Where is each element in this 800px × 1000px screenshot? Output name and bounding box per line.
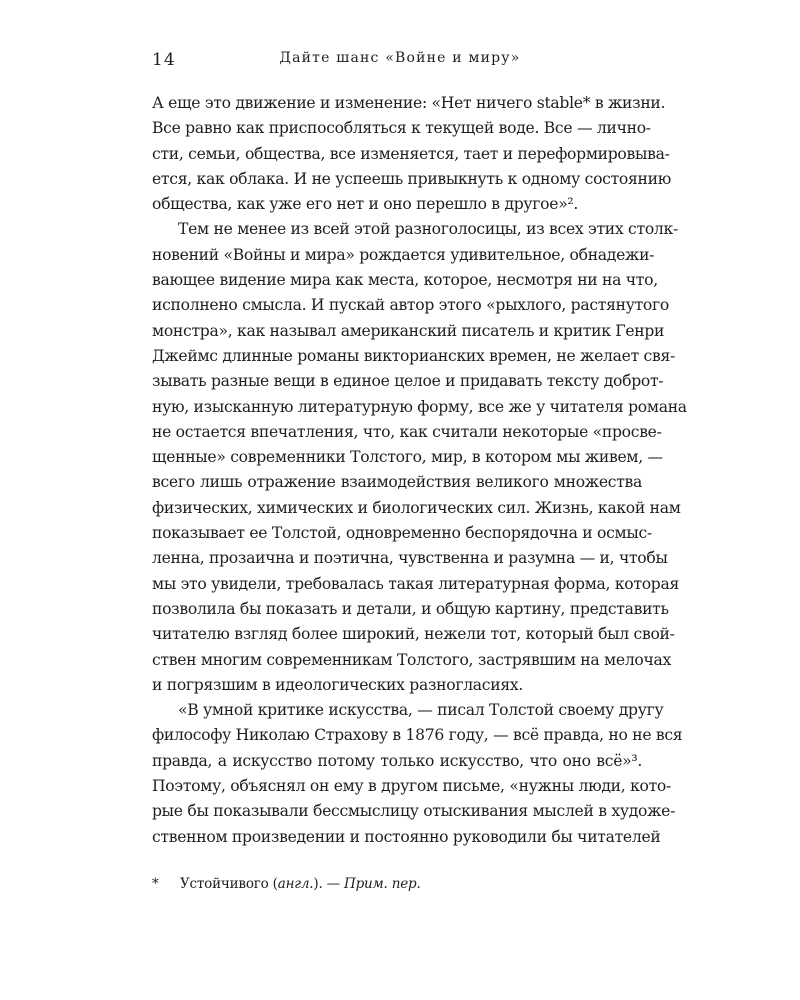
text-line: ленна, прозаична и поэтична, чувственна и разумна — и, чтобы [152, 549, 668, 568]
running-title: Дайте шанс «Войне и миру» [279, 50, 521, 66]
text-line: правда, а искусство потому только искусство, что оно всё»³. [152, 751, 642, 770]
footnote-dash: — [322, 876, 345, 892]
text-line: Все равно как приспособляться к текущей воде. Все — лично- [152, 119, 651, 138]
text-line: философу Николаю Страхову в 1876 году, — всё правда, но не вся [152, 726, 683, 745]
text-line: вающее видение мира как места, которое, несмотря ни на что, [152, 271, 658, 290]
text-line: всего лишь отражение взаимодействия великого множества [152, 473, 642, 492]
text-line: ствен многим современникам Толстого, застрявшим на мелочах [152, 650, 672, 669]
text-line: мы это увидели, требовалась такая литературная форма, которая [152, 574, 680, 593]
footnote-lang-close: ). [313, 876, 323, 892]
text-line: А еще это движение и изменение: «Нет ничего stable* в жизни. [152, 94, 666, 112]
text-line: исполнено смысла. И пускай автор этого «рыхлого, растянутого [152, 296, 669, 315]
text-line: сти, семьи, общества, все изменяется, тает и переформировыва- [152, 144, 670, 163]
text-line: «В умной критике искусства, — писал Толстой своему другу [178, 701, 664, 720]
text-line: Тем не менее из всей этой разноголосицы, из всех этих столк- [178, 220, 678, 239]
text-line: Поэтому, объяснял он ему в другом письме, «нужны люди, кото- [152, 777, 671, 796]
footnote-note: Прим. пер. [344, 876, 421, 892]
footnote-marker: * [152, 876, 159, 892]
text-line: и погрязшим в идеологических разногласиях. [152, 675, 524, 694]
text-line: рые бы показывали бессмыслицу отыскивания мыслей в художе- [152, 802, 676, 821]
text-line: ственном произведении и постоянно руководили бы читателей [152, 827, 661, 846]
text-line: читателю взгляд более широкий, нежели тот, который был свой- [152, 625, 675, 644]
text-line: общества, как уже его нет и оно перешло в другое»². [152, 195, 579, 214]
footnote-lang-open: ( [272, 876, 278, 892]
text-line: ется, как облака. И не успеешь привыкнуть к одному состоянию [152, 169, 672, 188]
body-text [152, 91, 687, 850]
text-line: новений «Войны и мира» рождается удивительное, обнадежи- [152, 245, 655, 264]
text-line: ную, изысканную литературную форму, все же у читателя романа [152, 397, 687, 416]
text-line: физических, химических и биологических сил. Жизнь, какой нам [152, 498, 681, 517]
text-line: не остается впечатления, что, как считали некоторые «просве- [152, 422, 662, 441]
text-line: щенные» современники Толстого, мир, в котором мы живем, — [152, 448, 663, 467]
text-line: позволила бы показать и детали, и общую картину, представить [152, 599, 669, 618]
footnote-word: Устойчивого [180, 876, 269, 892]
text-line: монстра», как называл американский писатель и критик Генри [152, 321, 665, 340]
text-line: Джеймс длинные романы викторианских времен, не желает свя- [152, 346, 675, 365]
footnote-lang: англ. [277, 876, 314, 892]
text-line: показывает ее Толстой, одновременно беспорядочна и осмыс- [152, 524, 652, 543]
page-number: 14 [152, 50, 176, 70]
text-line: зывать разные вещи в единое целое и придавать тексту доброт- [152, 372, 664, 391]
footnote [152, 876, 421, 892]
